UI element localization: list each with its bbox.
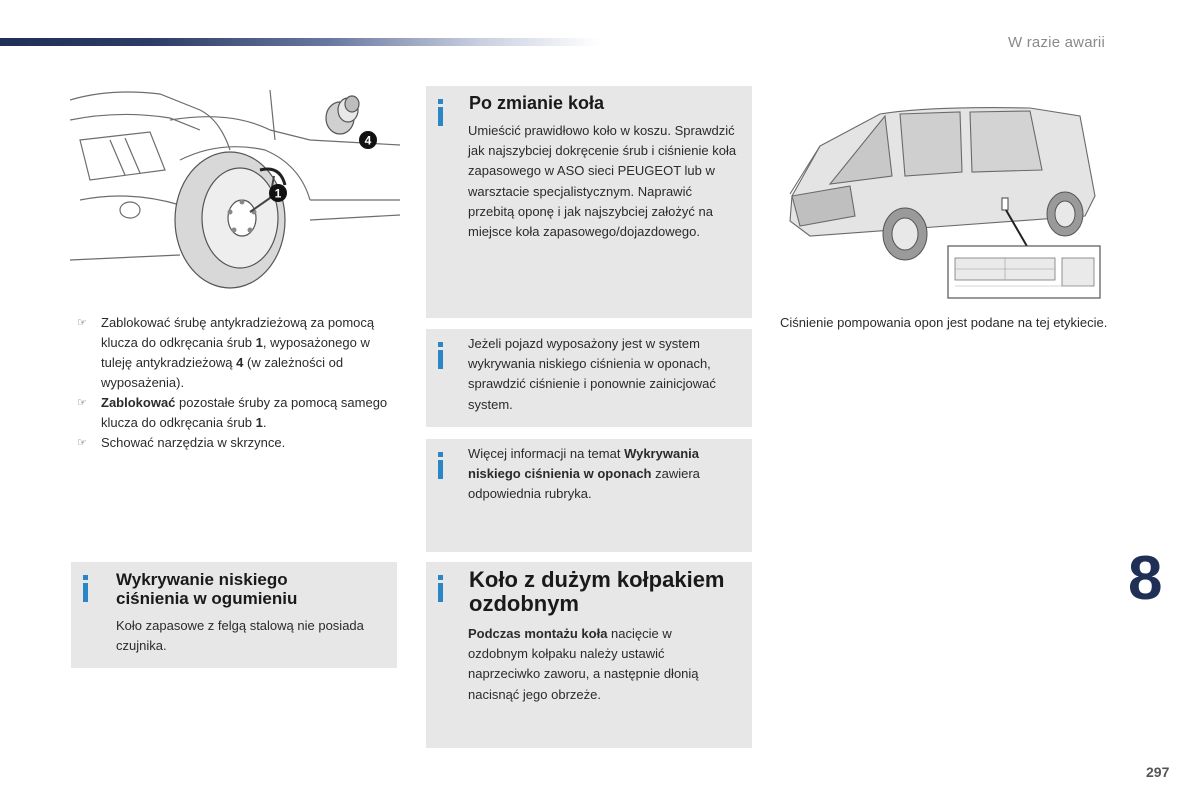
box-text: Więcej informacji na temat Wykrywania niskiego ciśnienia w oponach zawiera odpowiednia rubryka. [468, 446, 700, 502]
info-icon [83, 575, 88, 602]
section-title: W razie awarii [1008, 34, 1105, 51]
van-illustration [780, 86, 1110, 301]
box-text: Podczas montażu koła nacięcie w ozdobnym kołpaku należy ustawić naprzeciwko zaworu, a następnie dłonią nacisnąć jego obrzeże. [468, 626, 699, 702]
pointing-hand-icon: ☞ [77, 437, 87, 449]
info-box-tpms-reset [426, 329, 752, 427]
info-icon [438, 99, 443, 126]
info-icon [438, 452, 443, 479]
wheel-illustration [70, 80, 400, 290]
box-text: Jeżeli pojazd wyposażony jest w system wykrywania niskiego ciśnienia w oponach, sprawdzić ciśnienie i ponownie zainicjować system. [468, 336, 716, 412]
van-caption: Ciśnienie pompowania opon jest podane na tej etykiecie. [780, 315, 1108, 330]
box-text: Umieścić prawidłowo koło w koszu. Sprawdzić jak najszybciej dokręcenie śrub i ciśnienie koła zapasowego w ASO sieci PEUGEOT lub w warsztacie specjalistycznym. Naprawić przebitą oponę i jak najszybciej założyć na miejsce koła zapasowego/dojazdowego. [468, 123, 737, 240]
pointing-hand-icon: ☞ [77, 317, 87, 329]
callout-4: 4 [364, 133, 372, 148]
callout-1: 1 [274, 186, 282, 201]
box-title: Koło z dużym kołpakiem ozdobnym [469, 567, 725, 616]
chapter-number: 8 [1128, 544, 1163, 613]
info-icon [438, 342, 443, 369]
info-box-after-change [426, 86, 752, 318]
info-box-hubcap [426, 562, 752, 748]
instruction-list [73, 313, 398, 453]
header-gradient-bar [0, 38, 600, 46]
box-title: Wykrywanie niskiego ciśnienia w ogumieniu [116, 570, 298, 608]
info-icon [438, 575, 443, 602]
box-text: Koło zapasowe z felgą stalową nie posiada czujnika. [116, 618, 364, 654]
box-title: Po zmianie koła [469, 93, 605, 113]
info-box-low-pressure [71, 562, 397, 668]
info-box-more-info [426, 439, 752, 552]
list-item: ☞ Zablokować pozostałe śruby za pomocą samego klucza do odkręcania śrub 1. [77, 395, 388, 430]
list-item: ☞ Schować narzędzia w skrzynce. [73, 433, 398, 453]
list-item: ☞ Zablokować śrubę antykradzieżową za pomocą klucza do odkręcania śrub 1, wyposażonego w tuleję antykradzieżową 4 (w zależności od wyposażenia). [77, 315, 375, 390]
page-number: 297 [1146, 764, 1170, 780]
pointing-hand-icon: ☞ [77, 397, 87, 409]
